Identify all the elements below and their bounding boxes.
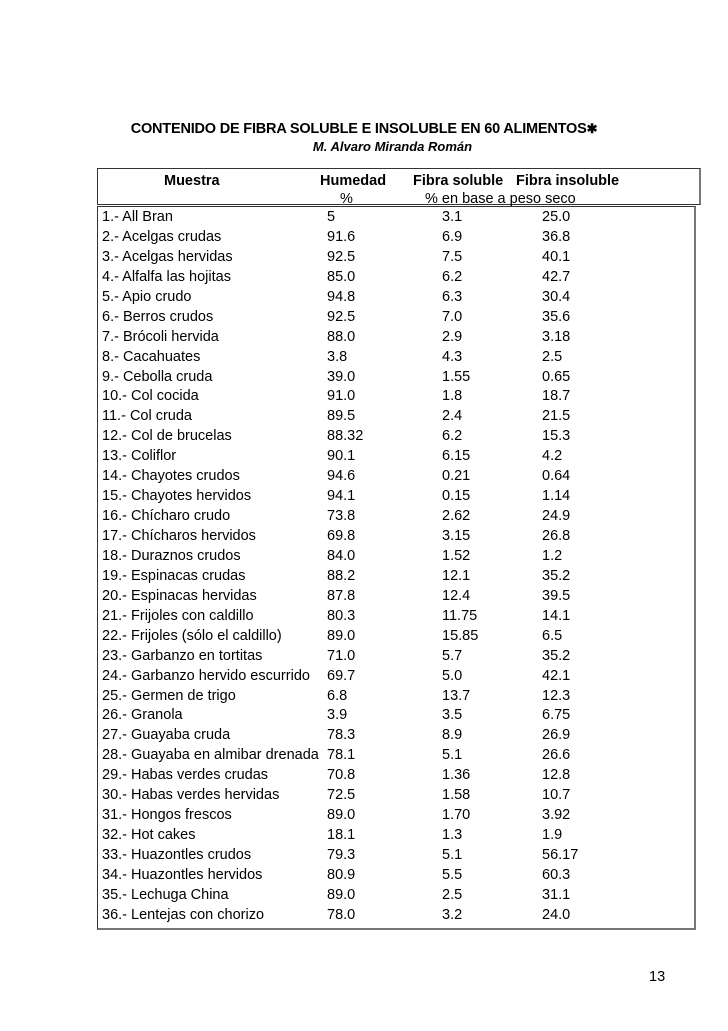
row-humedad: 71.0 xyxy=(327,647,356,664)
row-humedad: 89.0 xyxy=(327,886,356,903)
row-humedad: 89.0 xyxy=(327,807,356,824)
row-fibra-soluble: 2.5 xyxy=(442,886,463,903)
row-fibra-soluble: 12.4 xyxy=(442,587,471,604)
row-fibra-soluble: 5.5 xyxy=(442,866,463,883)
row-fibra-soluble: 2.4 xyxy=(442,408,463,425)
header-fibra-insoluble: Fibra insoluble xyxy=(516,173,620,189)
table-row xyxy=(102,707,692,727)
row-fibra-insoluble: 24.0 xyxy=(542,906,571,923)
table-row xyxy=(102,827,692,847)
row-muestra: 1.- All Bran xyxy=(102,209,173,225)
document-title xyxy=(0,121,728,137)
title-text: CONTENIDO DE FIBRA SOLUBLE E INSOLUBLE EN 60 ALIMENTOS xyxy=(130,121,587,137)
row-humedad: 80.9 xyxy=(327,866,356,883)
row-humedad: 89.5 xyxy=(327,408,356,425)
row-muestra: 5.- Apio crudo xyxy=(102,288,192,305)
table-row xyxy=(102,369,692,389)
table-row xyxy=(102,887,692,907)
row-fibra-soluble: 13.7 xyxy=(442,687,471,704)
row-fibra-insoluble: 42.7 xyxy=(542,268,571,285)
asterisk-mark-icon: ✱ xyxy=(586,121,598,136)
table-row xyxy=(102,508,692,528)
row-fibra-insoluble: 1.9 xyxy=(542,827,563,844)
row-muestra: 18.- Duraznos crudos xyxy=(102,547,241,564)
row-humedad: 3.9 xyxy=(327,707,348,724)
table-row xyxy=(102,289,692,309)
row-fibra-insoluble: 21.5 xyxy=(542,408,571,425)
row-fibra-insoluble: 36.8 xyxy=(542,228,571,245)
row-fibra-soluble: 11.75 xyxy=(442,607,478,624)
row-fibra-soluble: 7.0 xyxy=(442,308,463,325)
row-fibra-insoluble: 40.1 xyxy=(542,248,571,265)
row-fibra-insoluble: 6.5 xyxy=(542,627,563,644)
row-fibra-insoluble: 26.8 xyxy=(542,528,571,544)
table-row xyxy=(102,329,692,349)
row-muestra: 20.- Espinacas hervidas xyxy=(102,587,257,604)
row-muestra: 8.- Cacahuates xyxy=(102,348,201,365)
row-fibra-soluble: 1.3 xyxy=(442,827,463,844)
row-humedad: 85.0 xyxy=(327,268,356,285)
table-row xyxy=(102,907,692,927)
row-muestra: 23.- Garbanzo en tortitas xyxy=(102,647,263,664)
row-fibra-soluble: 5.1 xyxy=(442,847,463,863)
row-muestra: 14.- Chayotes crudos xyxy=(102,468,240,485)
table-row xyxy=(102,349,692,369)
row-humedad: 91.6 xyxy=(327,228,356,245)
row-muestra: 6.- Berros crudos xyxy=(102,308,214,325)
row-fibra-soluble: 4.3 xyxy=(442,348,463,365)
table-row xyxy=(102,568,692,588)
row-humedad: 94.6 xyxy=(327,468,356,485)
row-muestra: 28.- Guayaba en almibar drenada xyxy=(102,747,319,764)
table-row xyxy=(102,807,692,827)
row-fibra-insoluble: 35.2 xyxy=(542,567,571,584)
row-fibra-soluble: 1.58 xyxy=(442,787,471,804)
row-muestra: 29.- Habas verdes crudas xyxy=(102,767,269,784)
row-fibra-soluble: 6.2 xyxy=(442,268,463,285)
row-fibra-soluble: 8.9 xyxy=(442,727,463,744)
row-fibra-soluble: 1.36 xyxy=(442,767,471,784)
row-fibra-soluble: 2.9 xyxy=(442,328,463,345)
row-humedad: 84.0 xyxy=(327,547,356,564)
row-humedad: 69.8 xyxy=(327,528,356,544)
row-fibra-insoluble: 56.17 xyxy=(542,847,579,863)
row-fibra-soluble: 6.15 xyxy=(442,448,471,465)
row-muestra: 10.- Col cocida xyxy=(102,388,199,405)
row-muestra: 33.- Huazontles crudos xyxy=(102,847,252,863)
row-fibra-insoluble: 1.2 xyxy=(542,547,563,564)
table-row xyxy=(102,688,692,708)
row-fibra-soluble: 0.21 xyxy=(442,468,471,485)
row-humedad: 78.3 xyxy=(327,727,356,744)
row-fibra-soluble: 3.1 xyxy=(442,209,463,225)
row-muestra: 4.- Alfalfa las hojitas xyxy=(102,268,231,285)
header-humedad-unit: % xyxy=(340,191,353,207)
row-humedad: 72.5 xyxy=(327,787,356,804)
row-humedad: 78.0 xyxy=(327,906,356,923)
row-muestra: 26.- Granola xyxy=(102,707,183,724)
table-row xyxy=(102,408,692,428)
row-muestra: 11.- Col cruda xyxy=(102,408,192,425)
row-muestra: 7.- Brócoli hervida xyxy=(102,328,219,345)
table-row xyxy=(102,528,692,548)
row-fibra-insoluble: 60.3 xyxy=(542,866,571,883)
row-muestra: 22.- Frijoles (sólo el caldillo) xyxy=(102,627,282,644)
row-fibra-insoluble: 12.3 xyxy=(542,687,571,704)
row-humedad: 3.8 xyxy=(327,348,348,365)
row-humedad: 92.5 xyxy=(327,308,356,325)
row-fibra-insoluble: 26.9 xyxy=(542,727,571,744)
row-fibra-soluble: 1.55 xyxy=(442,368,471,385)
row-muestra: 35.- Lechuga China xyxy=(102,886,229,903)
row-humedad: 88.0 xyxy=(327,328,356,345)
row-muestra: 21.- Frijoles con caldillo xyxy=(102,607,254,624)
header-fibra-unit: % en base a peso seco xyxy=(425,191,576,207)
row-fibra-insoluble: 26.6 xyxy=(542,747,571,764)
table-row xyxy=(102,628,692,648)
row-muestra: 2.- Acelgas crudas xyxy=(102,228,222,245)
row-fibra-insoluble: 0.64 xyxy=(542,468,571,485)
row-fibra-insoluble: 15.3 xyxy=(542,428,571,445)
table-row xyxy=(102,767,692,787)
row-humedad: 91.0 xyxy=(327,388,356,405)
row-humedad: 92.5 xyxy=(327,248,356,265)
table-row xyxy=(102,209,692,229)
row-fibra-soluble: 12.1 xyxy=(442,567,471,584)
row-muestra: 13.- Coliflor xyxy=(102,448,177,465)
row-fibra-soluble: 3.15 xyxy=(442,528,471,544)
table-row xyxy=(102,548,692,568)
table-rows xyxy=(102,209,692,927)
header-humedad: Humedad xyxy=(320,173,387,189)
row-fibra-soluble: 6.3 xyxy=(442,288,463,305)
row-muestra: 3.- Acelgas hervidas xyxy=(102,248,233,265)
author-line: M. Alvaro Miranda Román xyxy=(312,139,473,154)
row-fibra-insoluble: 42.1 xyxy=(542,667,571,684)
row-fibra-soluble: 6.9 xyxy=(442,228,463,245)
row-fibra-insoluble: 6.75 xyxy=(542,707,571,724)
row-fibra-insoluble: 25.0 xyxy=(542,209,571,225)
row-fibra-insoluble: 31.1 xyxy=(542,886,571,903)
row-fibra-insoluble: 3.18 xyxy=(542,328,571,345)
row-fibra-insoluble: 10.7 xyxy=(542,787,571,804)
header-fibra-soluble: Fibra soluble xyxy=(413,173,504,189)
row-fibra-soluble: 1.70 xyxy=(442,807,471,824)
header-muestra: Muestra xyxy=(164,173,220,189)
row-fibra-insoluble: 24.9 xyxy=(542,508,571,525)
row-humedad: 89.0 xyxy=(327,627,356,644)
row-fibra-soluble: 15.85 xyxy=(442,627,479,644)
row-humedad: 88.32 xyxy=(327,428,364,445)
row-fibra-insoluble: 30.4 xyxy=(542,288,571,305)
row-fibra-soluble: 0.15 xyxy=(442,488,471,505)
table-row xyxy=(102,269,692,289)
row-humedad: 78.1 xyxy=(327,747,356,764)
row-muestra: 16.- Chícharo crudo xyxy=(102,508,231,525)
row-humedad: 94.8 xyxy=(327,288,356,305)
row-muestra: 31.- Hongos frescos xyxy=(102,807,232,824)
table-row xyxy=(102,648,692,668)
table-row xyxy=(102,428,692,448)
row-fibra-soluble: 5.1 xyxy=(442,747,463,764)
table-row xyxy=(102,747,692,767)
row-fibra-insoluble: 14.1 xyxy=(542,607,571,624)
row-fibra-insoluble: 4.2 xyxy=(542,448,563,465)
row-fibra-soluble: 7.5 xyxy=(442,248,463,265)
row-muestra: 36.- Lentejas con chorizo xyxy=(102,906,265,923)
table-row xyxy=(102,787,692,807)
row-muestra: 34.- Huazontles hervidos xyxy=(102,866,263,883)
row-fibra-soluble: 1.8 xyxy=(442,388,463,405)
row-muestra: 32.- Hot cakes xyxy=(102,827,196,844)
row-muestra: 30.- Habas verdes hervidas xyxy=(102,787,280,804)
row-muestra: 17.- Chícharos hervidos xyxy=(102,528,256,544)
table-row xyxy=(102,309,692,329)
row-muestra: 9.- Cebolla cruda xyxy=(102,368,213,385)
row-humedad: 18.1 xyxy=(327,827,356,844)
row-humedad: 90.1 xyxy=(327,448,356,465)
row-fibra-soluble: 6.2 xyxy=(442,428,463,445)
table-row xyxy=(102,448,692,468)
row-fibra-insoluble: 35.6 xyxy=(542,308,571,325)
row-humedad: 39.0 xyxy=(327,368,356,385)
row-fibra-insoluble: 1.14 xyxy=(542,488,571,505)
row-humedad: 5 xyxy=(327,209,336,225)
row-humedad: 94.1 xyxy=(327,488,356,505)
table-row xyxy=(102,388,692,408)
row-fibra-insoluble: 39.5 xyxy=(542,587,571,604)
row-fibra-soluble: 1.52 xyxy=(442,547,471,564)
row-fibra-insoluble: 35.2 xyxy=(542,647,571,664)
row-fibra-insoluble: 2.5 xyxy=(542,348,563,365)
row-humedad: 80.3 xyxy=(327,607,356,624)
row-muestra: 15.- Chayotes hervidos xyxy=(102,488,252,505)
row-humedad: 69.7 xyxy=(327,667,356,684)
row-humedad: 73.8 xyxy=(327,508,356,525)
row-muestra: 19.- Espinacas crudas xyxy=(102,567,246,584)
table-row xyxy=(102,867,692,887)
row-humedad: 79.3 xyxy=(327,847,356,863)
row-muestra: 25.- Germen de trigo xyxy=(102,687,236,704)
table-row xyxy=(102,468,692,488)
row-humedad: 70.8 xyxy=(327,767,356,784)
row-fibra-insoluble: 0.65 xyxy=(542,368,571,385)
row-fibra-soluble: 5.7 xyxy=(442,647,463,664)
table-row xyxy=(102,847,692,867)
row-humedad: 88.2 xyxy=(327,567,356,584)
table-row xyxy=(102,608,692,628)
table-row xyxy=(102,727,692,747)
table-row xyxy=(102,588,692,608)
row-humedad: 6.8 xyxy=(327,687,348,704)
table-row xyxy=(102,229,692,249)
row-fibra-soluble: 3.5 xyxy=(442,707,463,724)
row-muestra: 27.- Guayaba cruda xyxy=(102,727,231,744)
table-row xyxy=(102,488,692,508)
row-humedad: 87.8 xyxy=(327,587,356,604)
row-muestra: 24.- Garbanzo hervido escurrido xyxy=(102,667,310,684)
table-row xyxy=(102,249,692,269)
page-number: 13 xyxy=(649,969,666,985)
row-fibra-soluble: 2.62 xyxy=(442,508,471,525)
table-row xyxy=(102,668,692,688)
row-fibra-insoluble: 12.8 xyxy=(542,767,571,784)
row-fibra-insoluble: 3.92 xyxy=(542,807,571,824)
row-fibra-soluble: 5.0 xyxy=(442,667,463,684)
row-fibra-insoluble: 18.7 xyxy=(542,388,571,405)
row-muestra: 12.- Col de brucelas xyxy=(102,428,232,445)
row-fibra-soluble: 3.2 xyxy=(442,906,463,923)
